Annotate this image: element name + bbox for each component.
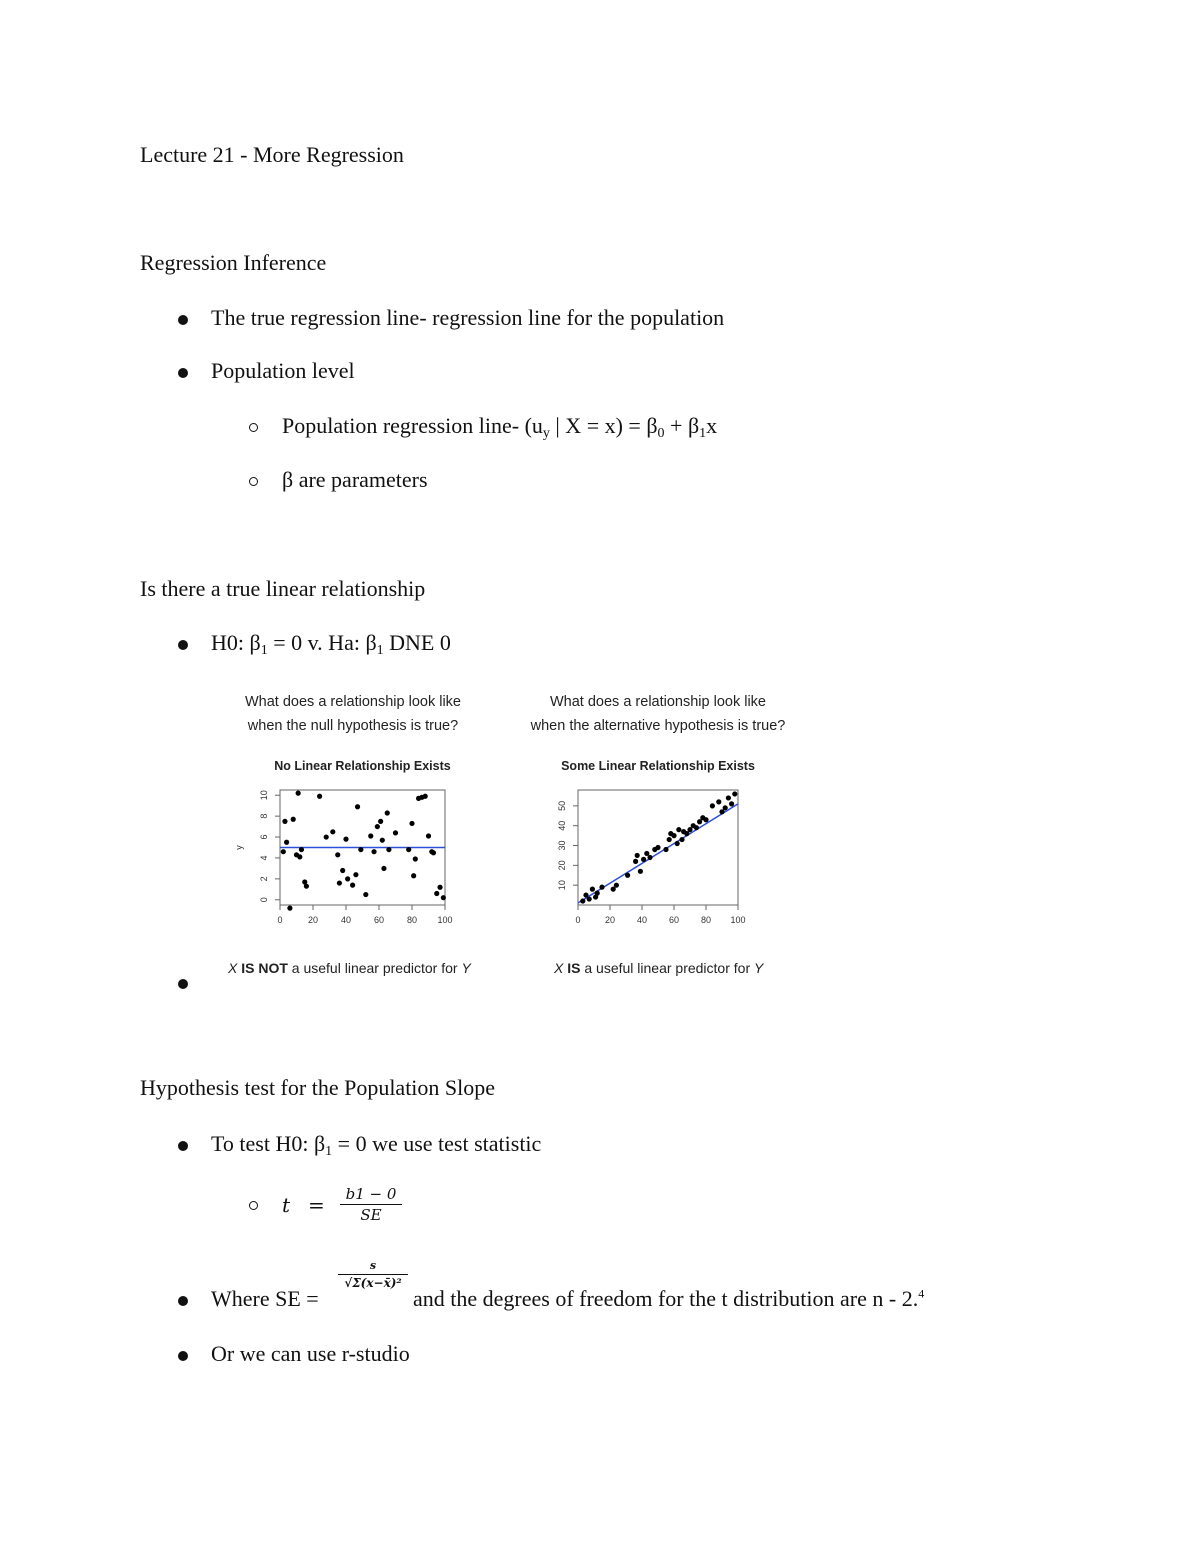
data-point <box>330 829 335 834</box>
data-point <box>647 855 652 860</box>
data-point <box>641 857 646 862</box>
data-point <box>291 817 296 822</box>
data-point <box>676 827 681 832</box>
y-tick-label: 20 <box>557 860 567 871</box>
bullet-icon <box>178 1351 188 1361</box>
data-point <box>378 819 383 824</box>
data-point <box>287 906 292 911</box>
scatter-left <box>234 759 453 925</box>
data-point <box>675 841 680 846</box>
data-point <box>299 847 304 852</box>
x-tick-label: 40 <box>340 915 352 925</box>
data-point <box>355 804 360 809</box>
data-point <box>729 801 734 806</box>
bullet-icon <box>178 979 188 989</box>
data-point <box>375 824 380 829</box>
data-point <box>343 837 348 842</box>
data-point <box>284 840 289 845</box>
chart-title: No Linear Relationship Exists <box>274 759 451 773</box>
data-point <box>635 853 640 858</box>
data-point <box>580 898 585 903</box>
y-tick-label: 0 <box>259 897 269 903</box>
data-point <box>385 810 390 815</box>
page-title: Lecture 21 - More Regression <box>140 142 404 167</box>
bullet-degrees-of-freedom: and the degrees of freedom for the t distribution are n - 2.$^4$ <box>413 1286 925 1311</box>
sub-bullet-population-regression-line: Population regression line- ($u_y$ | $X = x) = \beta_0 + \beta_1x$ <box>282 413 718 441</box>
x-tick-label: 60 <box>668 915 680 925</box>
data-point <box>304 884 309 889</box>
data-point <box>281 849 286 854</box>
data-point <box>726 795 731 800</box>
data-point <box>393 830 398 835</box>
data-point <box>663 847 668 852</box>
chart-title: Some Linear Relationship Exists <box>561 759 755 773</box>
data-point <box>409 821 414 826</box>
data-point <box>324 834 329 839</box>
x-tick-label: 0 <box>575 915 581 925</box>
bullet-icon <box>178 640 188 650</box>
data-point <box>671 833 676 838</box>
scatter-figure <box>220 750 830 940</box>
data-point <box>590 887 595 892</box>
data-point <box>406 847 411 852</box>
se-formula: s √Σ(x−x̄)² <box>338 1259 408 1291</box>
y-tick-label: 40 <box>557 820 567 831</box>
y-tick-label: 30 <box>557 840 567 851</box>
data-point <box>335 852 340 857</box>
data-point <box>667 837 672 842</box>
data-point <box>368 833 373 838</box>
y-tick-label: 50 <box>557 800 567 811</box>
bullet-icon <box>178 1141 188 1151</box>
figure-right-caption: What does a relationship look like when the alternative hypothesis is true? <box>530 694 786 734</box>
y-tick-label: 6 <box>259 834 269 840</box>
x-tick-label: 0 <box>277 915 283 925</box>
figure-left-footer: X IS NOT a useful linear predictor for Y <box>228 960 471 976</box>
data-point <box>625 873 630 878</box>
bullet-test-statistic: To test H0: $\beta_1 = 0$ we use test statistic <box>211 1131 542 1159</box>
figure-right-footer: X IS a useful linear predictor for Y <box>554 960 764 976</box>
x-tick-label: 40 <box>636 915 648 925</box>
section-heading-hypothesis-test: Hypothesis test for the Population Slope <box>140 1075 496 1100</box>
x-tick-label: 100 <box>730 915 746 925</box>
bullet-icon <box>178 368 188 378</box>
sub-bullet-icon <box>249 423 258 432</box>
section-heading-regression-inference: Regression Inference <box>140 250 327 275</box>
data-point <box>411 873 416 878</box>
x-tick-label: 80 <box>700 915 712 925</box>
data-point <box>732 791 737 796</box>
data-point <box>363 892 368 897</box>
data-point <box>599 885 604 890</box>
x-tick-label: 80 <box>406 915 418 925</box>
data-point <box>381 866 386 871</box>
data-point <box>337 880 342 885</box>
data-point <box>434 891 439 896</box>
data-point <box>694 825 699 830</box>
data-point <box>353 872 358 877</box>
data-point <box>358 847 363 852</box>
data-point <box>426 833 431 838</box>
data-point <box>380 838 385 843</box>
footnote-marker: 4 <box>918 1286 925 1301</box>
data-point <box>595 891 600 896</box>
data-point <box>296 791 301 796</box>
y-tick-label: 2 <box>259 876 269 882</box>
data-point <box>716 799 721 804</box>
data-point <box>437 885 442 890</box>
y-tick-label: 4 <box>259 855 269 861</box>
sub-bullet-icon <box>249 477 258 486</box>
data-point <box>723 805 728 810</box>
data-point <box>655 845 660 850</box>
data-point <box>282 819 287 824</box>
data-point <box>587 896 592 901</box>
data-point <box>431 850 436 855</box>
bullet-true-regression-line: The true regression line- regression line for the population <box>211 305 725 330</box>
data-point <box>633 859 638 864</box>
data-point <box>297 854 302 859</box>
section-heading-true-linear-relationship: Is there a true linear relationship <box>140 576 426 601</box>
bullet-r-studio: Or we can use r-studio <box>211 1341 410 1366</box>
figure-left-caption: What does a relationship look like when the null hypothesis is true? <box>244 694 461 734</box>
data-point <box>679 837 684 842</box>
sub-bullet-icon <box>249 1201 258 1210</box>
x-tick-label: 20 <box>604 915 616 925</box>
scatter-right <box>557 759 755 925</box>
data-point <box>386 847 391 852</box>
data-point <box>423 794 428 799</box>
data-point <box>638 869 643 874</box>
data-point <box>703 817 708 822</box>
data-point <box>614 883 619 888</box>
sub-bullet-beta-parameters: β are parameters <box>282 467 428 492</box>
bullet-hypotheses: H0: $\beta_1 = 0$ v. Ha: $\beta_1$ DNE 0 <box>211 630 451 658</box>
data-point <box>413 856 418 861</box>
data-point <box>710 803 715 808</box>
bullet-population-level: Population level <box>211 358 355 383</box>
y-tick-label: 10 <box>259 790 269 801</box>
bullet-icon <box>178 1296 188 1306</box>
data-point <box>350 883 355 888</box>
x-tick-label: 60 <box>373 915 385 925</box>
data-point <box>317 794 322 799</box>
y-tick-label: 8 <box>259 813 269 819</box>
data-point <box>345 876 350 881</box>
bullet-se-label: Where SE = <box>211 1286 319 1311</box>
y-axis-label: y <box>234 845 244 850</box>
data-point <box>441 895 446 900</box>
x-tick-label: 100 <box>437 915 453 925</box>
data-point <box>371 849 376 854</box>
y-tick-label: 10 <box>557 880 567 891</box>
bullet-icon <box>178 315 188 325</box>
data-point <box>340 868 345 873</box>
x-tick-label: 20 <box>307 915 319 925</box>
